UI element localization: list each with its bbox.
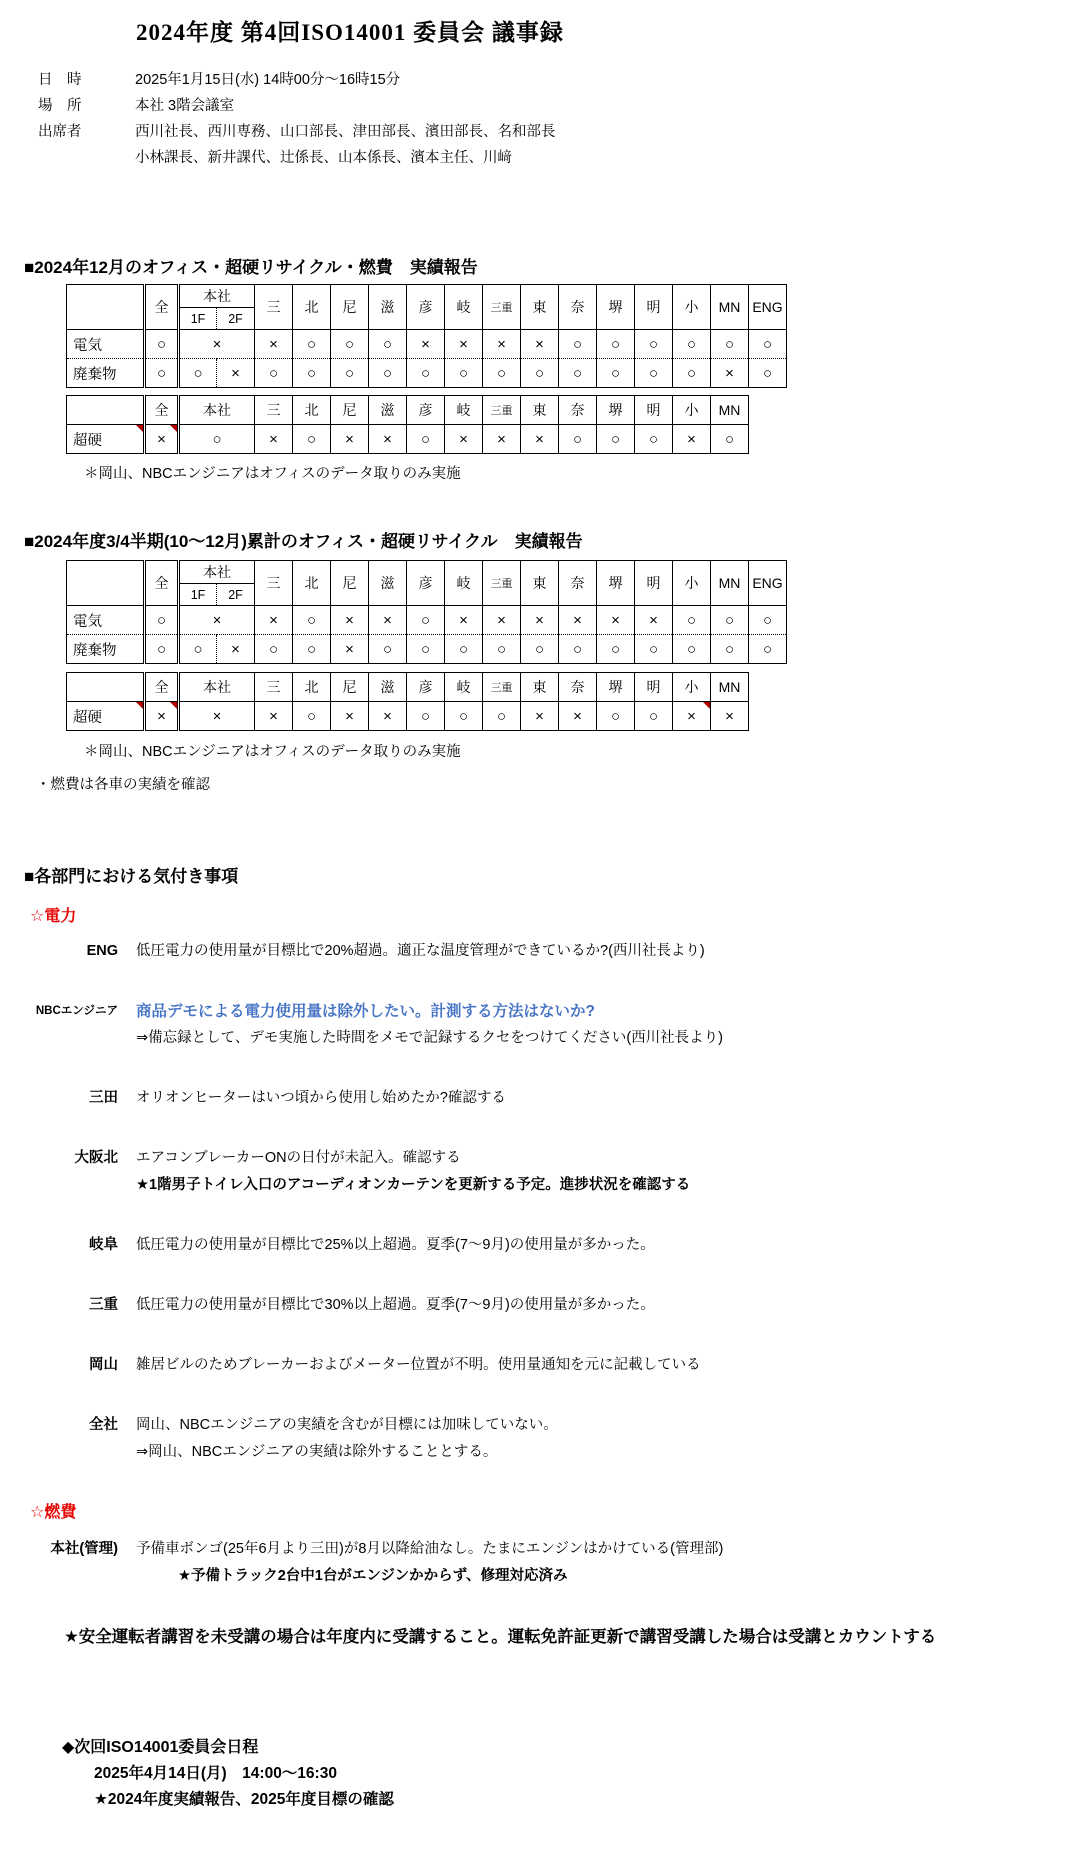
row-label: 超硬: [67, 425, 145, 454]
table-quarter-office: [66, 560, 1066, 664]
table-cell: ○: [445, 702, 483, 731]
column-header: 岐: [445, 561, 483, 606]
table-cell: ×: [331, 635, 369, 664]
table-cell: ○: [407, 425, 445, 454]
column-header: 小: [673, 285, 711, 330]
table-cell: ×: [521, 425, 559, 454]
column-header: ENG: [749, 285, 787, 330]
table-cell: ×: [255, 425, 293, 454]
table-cell: ○: [407, 606, 445, 635]
note-line: 商品デモによる電力使用量は除外したい。計測する方法はないか?: [136, 1003, 595, 1020]
column-header: 堺: [597, 396, 635, 425]
column-header: 明: [635, 396, 673, 425]
recycle-table: [66, 284, 787, 388]
table-cell: ×: [445, 606, 483, 635]
note-line: 低圧電力の使用量が目標比で20%超過。適正な温度管理ができているか?(西川社長より): [136, 943, 705, 959]
column-header: 滋: [369, 396, 407, 425]
note-line: ⇒備忘録として、デモ実施した時間をメモで記録するクセをつけてください(西川社長より): [136, 1030, 724, 1046]
table-cell: ○: [445, 359, 483, 388]
column-header: 本社: [179, 396, 255, 425]
table-cell: ×: [145, 702, 179, 731]
table-cell: ○: [369, 359, 407, 388]
column-header: 堺: [597, 285, 635, 330]
column-header: 三重: [483, 396, 521, 425]
table-cell: ×: [255, 606, 293, 635]
table-corner-cell: [67, 285, 145, 330]
column-header: 東: [521, 673, 559, 702]
table-cell: ×: [483, 330, 521, 359]
fuel-notes-list: [0, 1536, 1066, 1590]
comment-marker-icon: [136, 702, 143, 709]
table-cell: ○: [293, 606, 331, 635]
next-meeting-heading: ◆次回ISO14001委員会日程: [62, 1739, 259, 1756]
column-header: 三重: [483, 561, 521, 606]
column-header: 尼: [331, 285, 369, 330]
table-cell: ×: [711, 359, 749, 388]
table-corner-cell: [67, 673, 145, 702]
table-cell: ○: [673, 330, 711, 359]
table-cell: ×: [597, 606, 635, 635]
column-header: 岐: [445, 285, 483, 330]
note-line: 雑居ビルのためブレーカーおよびメーター位置が不明。使用量通知を元に記載している: [136, 1357, 701, 1373]
comment-marker-icon: [170, 702, 177, 709]
column-header: 奈: [559, 285, 597, 330]
column-header: MN: [711, 396, 749, 425]
table-cell: ○: [407, 702, 445, 731]
recycle-table: [66, 395, 749, 454]
column-subheader: 1F: [179, 584, 217, 606]
column-header: 三: [255, 673, 293, 702]
column-header: 三重: [483, 673, 521, 702]
table-cell: ×: [255, 702, 293, 731]
table-cell: ×: [559, 702, 597, 731]
table-cell: ×: [369, 702, 407, 731]
table-cell: ○: [331, 359, 369, 388]
table-cell: ○: [179, 425, 255, 454]
table-cell: ○: [749, 330, 787, 359]
row-label: 廃棄物: [67, 359, 145, 388]
table-cell: ×: [407, 330, 445, 359]
column-header: 奈: [559, 561, 597, 606]
table-cell: ○: [521, 635, 559, 664]
table-cell: ○: [293, 425, 331, 454]
note-item-label: 全社: [89, 1417, 118, 1433]
column-subheader: 2F: [217, 308, 255, 330]
table-cell: ×: [331, 606, 369, 635]
meta-label-place: 場 所: [38, 98, 82, 114]
row-label: 電気: [67, 606, 145, 635]
column-header: 全: [145, 396, 179, 425]
note-item-label: 岐阜: [89, 1237, 118, 1253]
note-item-body: [136, 1352, 701, 1379]
column-header: 岐: [445, 673, 483, 702]
table-cell: ○: [293, 359, 331, 388]
column-header: 明: [635, 673, 673, 702]
fuel-heading: ☆燃費: [30, 1504, 77, 1521]
column-header: MN: [711, 285, 749, 330]
next-meeting-datetime: 2025年4月14日(月) 14:00〜16:30: [94, 1765, 337, 1782]
note-item-body: [136, 938, 705, 965]
column-header: MN: [711, 673, 749, 702]
table-cell: ×: [635, 606, 673, 635]
meta-row-attendees: [38, 119, 1066, 171]
column-header: 東: [521, 285, 559, 330]
column-header: 全: [145, 285, 179, 330]
note-item: [0, 938, 1066, 965]
column-header: 滋: [369, 673, 407, 702]
table-cell: ×: [369, 425, 407, 454]
note-item: [0, 1292, 1066, 1319]
table-december-office: [66, 284, 1066, 388]
meta-label-attendees: 出席者: [38, 124, 82, 140]
table-cell: ○: [407, 635, 445, 664]
section-heading-notes: ■各部門における気付き事項: [24, 867, 239, 886]
column-subheader: 1F: [179, 308, 217, 330]
column-header: 彦: [407, 561, 445, 606]
column-header: 東: [521, 561, 559, 606]
table-cell: ×: [521, 606, 559, 635]
note-item-label: 大阪北: [74, 1150, 118, 1166]
table-cell: ×: [521, 330, 559, 359]
table-cell: ×: [445, 330, 483, 359]
note-line: ★予備トラック2台中1台がエンジンかからず、修理対応済み: [178, 1568, 568, 1584]
note-line: 予備車ボンゴ(25年6月より三田)が8月以降給油なし。たまにエンジンはかけている(管理部): [136, 1541, 724, 1557]
column-header: 北: [293, 396, 331, 425]
table-cell: ○: [145, 330, 179, 359]
column-header: 三重: [483, 285, 521, 330]
note-item-body: [136, 1412, 558, 1466]
table-cell: ○: [673, 635, 711, 664]
table-cell: ○: [597, 330, 635, 359]
note-item-body: [136, 1085, 506, 1112]
column-header: 全: [145, 561, 179, 606]
attendees-list: [135, 119, 556, 171]
table-quarter-carbide: [66, 672, 1066, 731]
table-cell: ○: [293, 330, 331, 359]
note-item: [0, 1412, 1066, 1466]
column-header: 本社: [179, 285, 255, 308]
note-item: [0, 1352, 1066, 1379]
table-cell: ○: [597, 425, 635, 454]
column-header: 滋: [369, 561, 407, 606]
table-cell: ○: [293, 635, 331, 664]
column-header: 小: [673, 673, 711, 702]
table-cell: ○: [293, 702, 331, 731]
table-cell: ○: [445, 635, 483, 664]
table-cell: ○: [559, 635, 597, 664]
column-header: 尼: [331, 673, 369, 702]
note-item-label: NBCエンジニア: [35, 1005, 118, 1017]
table-cell: ×: [331, 425, 369, 454]
comment-marker-icon: [170, 425, 177, 432]
note-item-body: [136, 998, 723, 1052]
row-label: 電気: [67, 330, 145, 359]
note-item-label: 岡山: [89, 1357, 118, 1373]
column-header: 尼: [331, 561, 369, 606]
table-cell: ○: [407, 359, 445, 388]
table-cell: ○: [635, 635, 673, 664]
table-cell: ×: [217, 359, 255, 388]
next-meeting-block: [62, 1735, 1066, 1813]
note-item: [0, 998, 1066, 1052]
column-header: 北: [293, 561, 331, 606]
note-line: オリオンヒーターはいつ頃から使用し始めたか?確認する: [136, 1090, 506, 1106]
note-item-body: [136, 1232, 655, 1259]
next-meeting-agenda: ★2024年度実績報告、2025年度目標の確認: [94, 1791, 394, 1808]
table-cell: ×: [559, 606, 597, 635]
table-cell: ○: [483, 359, 521, 388]
table-cell: ○: [483, 702, 521, 731]
table-cell: ○: [711, 330, 749, 359]
table-cell: ×: [483, 606, 521, 635]
note-item-label: 本社(管理): [50, 1541, 118, 1557]
table-cell: ○: [145, 635, 179, 664]
table-december-carbide: [66, 395, 1066, 454]
table-cell: ○: [711, 606, 749, 635]
section-heading-december-report: ■2024年12月のオフィス・超硬リサイクル・燃費 実績報告: [24, 258, 478, 277]
meeting-meta: [38, 67, 1066, 171]
table-cell: ○: [749, 606, 787, 635]
column-header: 滋: [369, 285, 407, 330]
table-cell: ×: [483, 425, 521, 454]
column-header: 三: [255, 396, 293, 425]
table-cell: ×: [217, 635, 255, 664]
column-header: 三: [255, 285, 293, 330]
table-cell: ×: [673, 702, 711, 731]
column-header: 彦: [407, 285, 445, 330]
note-item: [0, 1085, 1066, 1112]
note-line: ★1階男子トイレ入口のアコーディオンカーテンを更新する予定。進捗状況を確認する: [136, 1177, 691, 1193]
note-line: 岡山、NBCエンジニアの実績を含むが目標には加味していない。: [136, 1417, 558, 1433]
column-header: MN: [711, 561, 749, 606]
power-notes-list: [0, 938, 1066, 1466]
note-item: [0, 1232, 1066, 1259]
column-header: 尼: [331, 396, 369, 425]
footnote-quarter: ＊岡山、NBCエンジニアはオフィスのデータ取りのみ実施: [84, 744, 461, 760]
column-header: 全: [145, 673, 179, 702]
table-cell: ×: [445, 425, 483, 454]
table-cell: ○: [597, 702, 635, 731]
note-line: 低圧電力の使用量が目標比で30%以上超過。夏季(7〜9月)の使用量が多かった。: [136, 1297, 655, 1313]
table-cell: ○: [369, 330, 407, 359]
table-cell: ○: [559, 330, 597, 359]
column-header: 小: [673, 396, 711, 425]
table-cell: ○: [179, 635, 217, 664]
column-subheader: 2F: [217, 584, 255, 606]
table-cell: ○: [559, 425, 597, 454]
table-corner-cell: [67, 561, 145, 606]
column-header: 北: [293, 285, 331, 330]
table-cell: ○: [145, 359, 179, 388]
note-item: [0, 1536, 1066, 1590]
table-cell: ○: [711, 425, 749, 454]
table-cell: ○: [597, 359, 635, 388]
note-item-label: 三重: [89, 1297, 118, 1313]
table-cell: ○: [179, 359, 217, 388]
column-header: 堺: [597, 673, 635, 702]
meta-label-datetime: 日 時: [38, 72, 82, 88]
table-cell: ○: [711, 635, 749, 664]
table-cell: ○: [749, 359, 787, 388]
column-header: 北: [293, 673, 331, 702]
table-cell: ○: [255, 635, 293, 664]
recycle-table: [66, 672, 749, 731]
column-header: 彦: [407, 673, 445, 702]
recycle-table: [66, 560, 787, 664]
table-cell: ×: [179, 330, 255, 359]
document-title: 2024年度 第4回ISO14001 委員会 議事録: [136, 20, 564, 45]
table-cell: ×: [521, 702, 559, 731]
table-cell: ○: [635, 425, 673, 454]
table-cell: ×: [711, 702, 749, 731]
table-corner-cell: [67, 396, 145, 425]
column-header: 彦: [407, 396, 445, 425]
table-cell: ○: [369, 635, 407, 664]
power-heading: ☆電力: [30, 908, 77, 925]
table-cell: ○: [597, 635, 635, 664]
note-item-body: [136, 1292, 655, 1319]
table-cell: ○: [255, 359, 293, 388]
table-cell: ○: [331, 330, 369, 359]
table-cell: ○: [673, 359, 711, 388]
footnote-december: ＊岡山、NBCエンジニアはオフィスのデータ取りのみ実施: [84, 466, 461, 482]
table-cell: ○: [145, 606, 179, 635]
column-header: 小: [673, 561, 711, 606]
fuel-check-bullet: ・燃費は各車の実績を確認: [36, 777, 210, 793]
note-item-body: [136, 1536, 723, 1590]
attendees-line-2: 小林課長、新井課代、辻係長、山本係長、濱本主任、川﨑: [135, 150, 512, 166]
column-header: 東: [521, 396, 559, 425]
note-item-label: ENG: [86, 943, 118, 959]
comment-marker-icon: [136, 425, 143, 432]
column-header: 岐: [445, 396, 483, 425]
table-cell: ○: [635, 330, 673, 359]
table-cell: ○: [483, 635, 521, 664]
table-cell: ×: [179, 606, 255, 635]
column-header: 堺: [597, 561, 635, 606]
column-header: 明: [635, 285, 673, 330]
meta-value-place: 本社 3階会議室: [135, 98, 235, 114]
row-label: 超硬: [67, 702, 145, 731]
table-cell: ○: [673, 606, 711, 635]
column-header: 三: [255, 561, 293, 606]
column-header: 本社: [179, 561, 255, 584]
table-cell: ×: [145, 425, 179, 454]
column-header: 奈: [559, 396, 597, 425]
safety-training-notice: ★安全運転者講習を未受講の場合は年度内に受講すること。運転免許証更新で講習受講した場合は受講とカウントする: [64, 1628, 937, 1646]
table-cell: ○: [749, 635, 787, 664]
column-header: 明: [635, 561, 673, 606]
note-line: エアコンブレーカーONの日付が未記入。確認する: [136, 1150, 461, 1166]
meta-value-datetime: 2025年1月15日(水) 14時00分〜16時15分: [135, 72, 401, 88]
table-cell: ○: [635, 359, 673, 388]
table-cell: ×: [673, 425, 711, 454]
note-item-label: 三田: [89, 1090, 118, 1106]
table-cell: ○: [635, 702, 673, 731]
table-cell: ×: [369, 606, 407, 635]
note-item: [0, 1145, 1066, 1199]
table-cell: ×: [331, 702, 369, 731]
note-line: ⇒岡山、NBCエンジニアの実績は除外することとする。: [136, 1444, 498, 1460]
column-header: ENG: [749, 561, 787, 606]
row-label: 廃棄物: [67, 635, 145, 664]
note-line: 低圧電力の使用量が目標比で25%以上超過。夏季(7〜9月)の使用量が多かった。: [136, 1237, 655, 1253]
comment-marker-icon: [703, 702, 710, 709]
meta-row-datetime: [38, 67, 1066, 93]
table-cell: ×: [255, 330, 293, 359]
table-cell: ○: [521, 359, 559, 388]
attendees-line-1: 西川社長、西川専務、山口部長、津田部長、濱田部長、名和部長: [135, 124, 556, 140]
table-cell: ×: [179, 702, 255, 731]
column-header: 奈: [559, 673, 597, 702]
note-item-body: [136, 1145, 690, 1199]
table-cell: ○: [559, 359, 597, 388]
meta-row-place: [38, 93, 1066, 119]
column-header: 本社: [179, 673, 255, 702]
section-heading-quarter-report: ■2024年度3/4半期(10〜12月)累計のオフィス・超硬リサイクル 実績報告: [24, 532, 583, 551]
